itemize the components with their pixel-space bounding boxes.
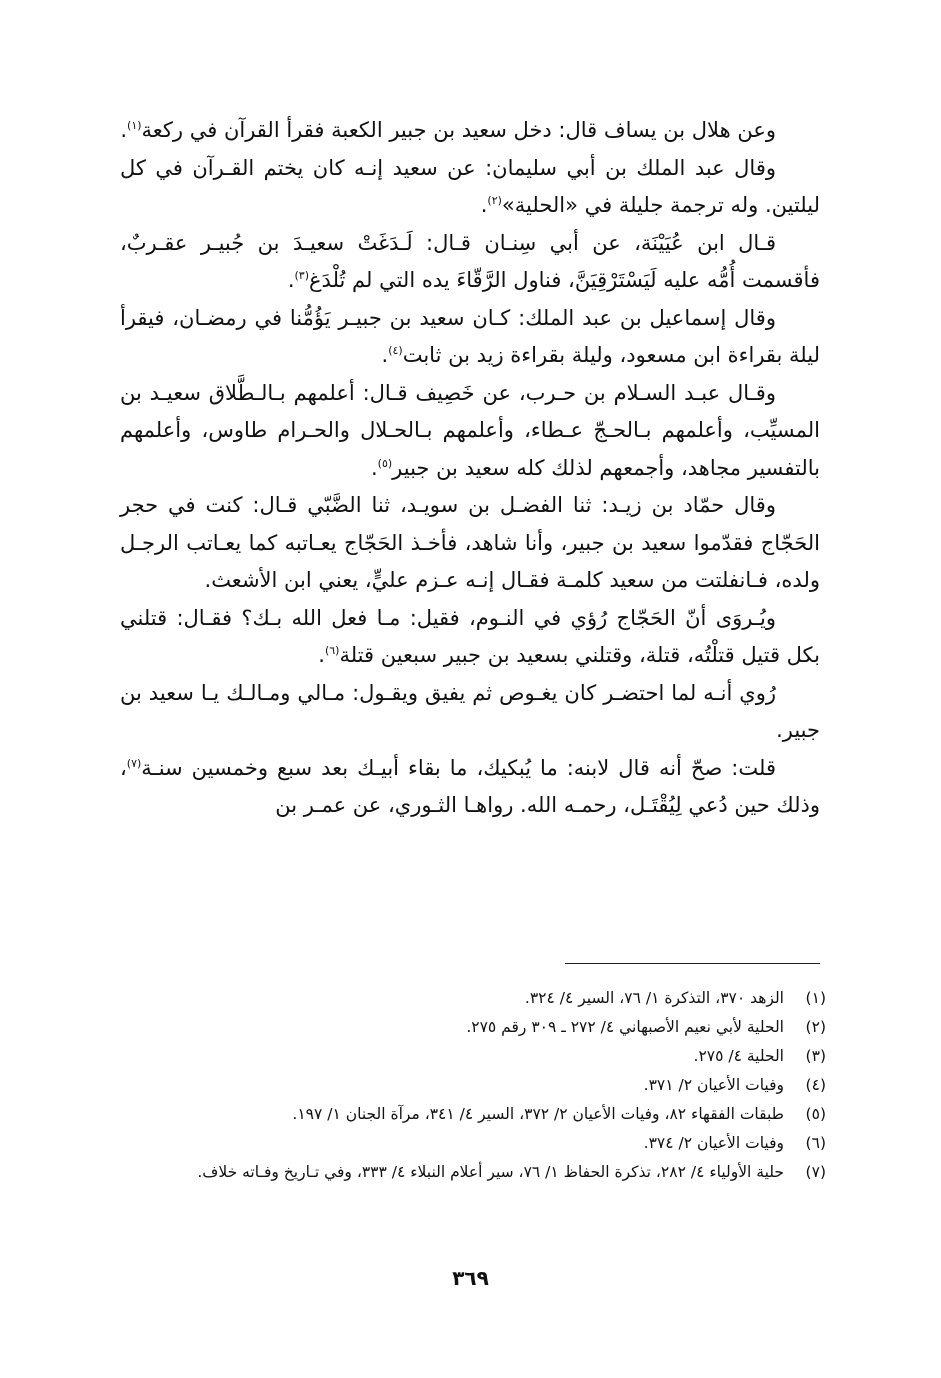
footnote-text: الحلية ٤/ ٢٧٥. bbox=[693, 1047, 784, 1065]
footnote bbox=[120, 1100, 826, 1129]
footnote-ref: (١) bbox=[127, 119, 142, 132]
footnote-number: (٤) bbox=[805, 1076, 826, 1094]
footnote-text: الزهد ٣٧٠، التذكرة ١/ ٧٦، السير ٤/ ٣٢٤. bbox=[524, 989, 784, 1007]
paragraph-text: وقـال عبـد السـلام بن حـرب، عن خَصِيف قـال: أعلمهم بـالـطَّلاق سعيـد بن المسيِّب، وأعلمهم بـالحـجّ عـطاء، وأعلمهم بـالحـلال والحـرام طاوس، وأعلمهم بالتفسير مجاهد، وأجمعهم لذلك كله سعيد بن جبير bbox=[120, 380, 820, 480]
paragraph bbox=[120, 750, 820, 825]
main-text bbox=[120, 112, 820, 825]
footnote-number: (٧) bbox=[805, 1163, 826, 1181]
footnote-number: (٢) bbox=[805, 1018, 826, 1036]
footnote-ref: (٢) bbox=[487, 194, 502, 207]
paragraph-tail: . bbox=[287, 268, 295, 292]
footnote-ref: (٣) bbox=[294, 269, 310, 282]
footnote bbox=[120, 1158, 826, 1187]
footnote-number: (٥) bbox=[805, 1105, 826, 1123]
paragraph bbox=[120, 487, 820, 600]
footnote-text: الحلية لأبي نعيم الأصبهاني ٤/ ٢٧٢ ـ ٣٠٩ رقم ٢٧٥. bbox=[466, 1018, 784, 1036]
paragraph-text: ويُـروَى أنّ الحَجّاج رُؤي في النـوم، فقيل: مـا فعل الله بـك؟ فقـال: قتلني بكل قتيل قتلْتُه، قتلة، وقتلني بسعيد بن جبير سبعين قتلة bbox=[120, 605, 820, 667]
paragraph-text: وعن هلال بن يساف قال: دخل سعيد بن جبير الكعبة فقرأ القرآن في ركعة bbox=[141, 118, 776, 142]
paragraph bbox=[120, 375, 820, 488]
footnote-text: وفيات الأعيان ٢/ ٣٧١. bbox=[643, 1076, 784, 1094]
footnote-text: وفيات الأعيان ٢/ ٣٧٤. bbox=[643, 1134, 784, 1152]
page-number: ٣٦٩ bbox=[452, 1266, 489, 1290]
footnote-number: (٦) bbox=[805, 1134, 826, 1152]
footnote-text: حلية الأولياء ٤/ ٢٨٢، تذكرة الحفاظ ١/ ٧٦، سير أعلام النبلاء ٤/ ٣٣٣، وفي تـاريخ وفـاته خلاف. bbox=[197, 1163, 784, 1181]
paragraph-text: قـال ابن عُيَيْنَة، عن أبي سِنـان قـال: لَـدَغَتْ سعيـدَ بن جُبيـر عقـربٌ، فأقسمت أُمُّه عليه لَيَسْتَرْقِيَنَّ، فناول الرَّقّاءَ يده التي لم تُلْدَغ bbox=[120, 230, 820, 292]
paragraph-tail: ، وذلك حين دُعي لِيُقْتَـل، رحمـه الله. رواهـا الثـوري، عن عمـر بن bbox=[120, 755, 820, 817]
footnote-ref: (٦) bbox=[324, 644, 340, 657]
paragraph bbox=[120, 150, 820, 225]
footnote bbox=[120, 1013, 826, 1042]
paragraph-tail: . bbox=[318, 643, 325, 667]
paragraph-text: وقال إسماعيل بن عبد الملك: كـان سعيد بن جبيـر يَؤُمُّنا في رمضـان، فيقرأ ليلة بقراءة ابن مسعود، وليلة بقراءة زيد بن ثابت bbox=[120, 305, 820, 367]
paragraph-tail: . bbox=[480, 193, 488, 217]
paragraph-text: قلت: صحّ أنه قال لابنه: ما يُبكيك، ما بقاء أبيـك بعد سبع وخمسين سنـة bbox=[141, 755, 776, 780]
footnotes bbox=[120, 984, 826, 1187]
footnote-number: (٣) bbox=[805, 1047, 826, 1065]
paragraph-tail: . bbox=[120, 118, 128, 142]
footnote bbox=[120, 1071, 826, 1100]
footnote-separator bbox=[565, 963, 820, 964]
paragraph-text: وقال عبد الملك بن أبي سليمان: عن سعيد إنـه كان يختم القـرآن في كل ليلتين. وله ترجمة جليلة في «الحلية» bbox=[120, 155, 820, 217]
paragraph-tail: . bbox=[370, 455, 378, 480]
paragraph-tail: . bbox=[381, 343, 389, 367]
footnote bbox=[120, 1129, 826, 1158]
footnote bbox=[120, 1042, 826, 1071]
paragraph bbox=[120, 300, 820, 375]
paragraph-text: رُوي أنـه لما احتضـر كان يغـوص ثم يفيق ويقـول: مـالي ومـالـك يـا سعيد بن جبير. bbox=[120, 680, 820, 742]
footnote-ref: (٥) bbox=[377, 456, 393, 470]
paragraph bbox=[120, 675, 820, 750]
footnote-text: طبقات الفقهاء ٨٢، وفيات الأعيان ٢/ ٣٧٢، السير ٤/ ٣٤١، مرآة الجنان ١/ ١٩٧. bbox=[292, 1105, 784, 1123]
footnote-number: (١) bbox=[805, 989, 826, 1007]
paragraph-text: وقال حمّاد بن زيـد: ثنا الفضـل بن سويـد، ثنا الضَّبّي قـال: كنت في حجر الحَجّاج فقدّموا سعيد بن جبير، وأنا شاهد، فأخـذ الحَجّاج يعـاتبه كما يعـاتب الرجـل ولده، فـانفلتت من سعيد كلمـة فقـال إنـه عـزم عليٍّ، يعني ابن الأشعث. bbox=[120, 493, 820, 592]
footnote bbox=[120, 984, 826, 1013]
paragraph bbox=[120, 600, 820, 675]
footnote-ref: (٤) bbox=[388, 344, 403, 357]
paragraph bbox=[120, 225, 820, 300]
paragraph bbox=[120, 112, 820, 150]
footnote-ref: (٧) bbox=[126, 756, 142, 770]
